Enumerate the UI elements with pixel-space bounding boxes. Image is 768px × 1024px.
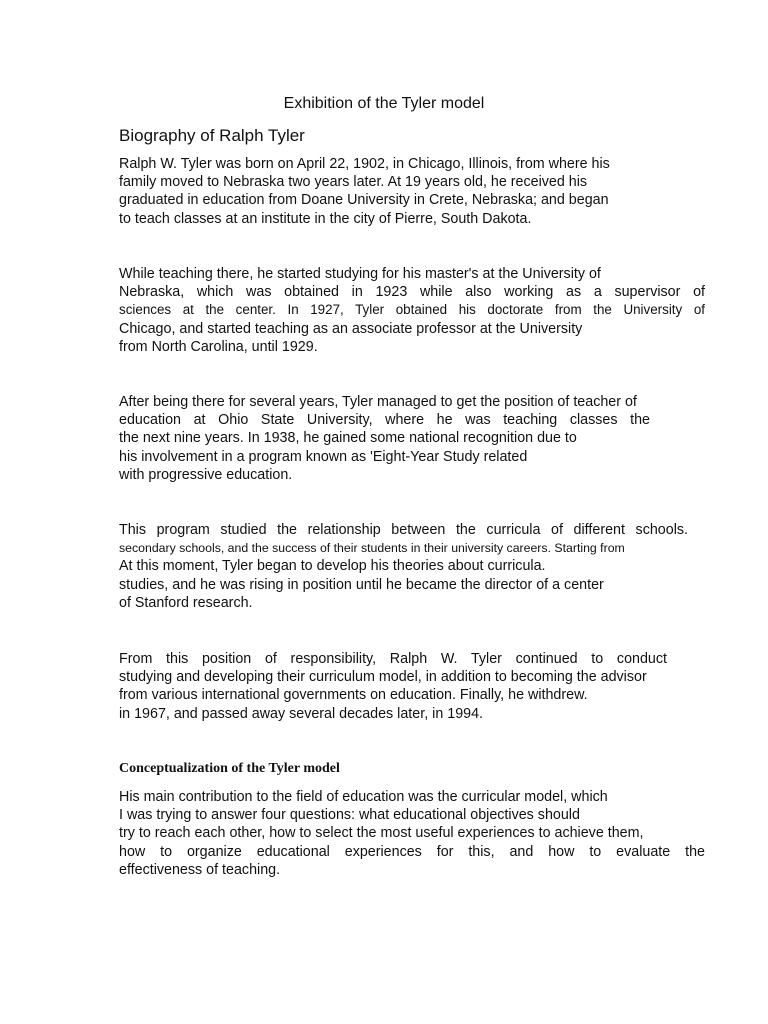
paragraph-line: to teach classes at an institute in the city of Pierre, South Dakota. bbox=[119, 210, 532, 227]
paragraph-line: of Stanford research. bbox=[119, 594, 253, 611]
document-title: Exhibition of the Tyler model bbox=[283, 95, 485, 112]
paragraph-line: in 1967, and passed away several decades later, in 1994. bbox=[119, 705, 484, 722]
paragraph-line: his involvement in a program known as 'Eight-Year Study related bbox=[119, 448, 528, 465]
paragraph-line: family moved to Nebraska two years later. At 19 years old, he received his bbox=[119, 174, 588, 191]
paragraph-line: from North Carolina, until 1929. bbox=[119, 338, 318, 355]
paragraph-program bbox=[119, 521, 705, 612]
paragraph-line: Ralph W. Tyler was born on April 22, 1902, in Chicago, Illinois, from where his bbox=[119, 156, 610, 172]
paragraph-ohio bbox=[119, 393, 705, 484]
paragraph-line: I was trying to answer four questions: what educational objectives should bbox=[119, 807, 580, 824]
paragraph-line: from various international governments on education. Finally, he withdrew. bbox=[119, 687, 588, 704]
paragraph-line: graduated in education from Doane University in Crete, Nebraska; and began bbox=[119, 192, 609, 209]
paragraph-line: From this position of responsibility, Ralph W. Tyler continued to conduct bbox=[119, 651, 667, 667]
biography-heading: Biography of Ralph Tyler bbox=[119, 126, 305, 145]
paragraph-masters bbox=[119, 265, 705, 356]
paragraph-line: After being there for several years, Tyler managed to get the position of teacher of bbox=[119, 394, 637, 410]
paragraph-line: Chicago, and started teaching as an associate professor at the University bbox=[119, 320, 583, 337]
paragraph-line: studying and developing their curriculum model, in addition to becoming the advisor bbox=[119, 669, 647, 686]
paragraph-line: studies, and he was rising in position until he became the director of a center bbox=[119, 576, 604, 593]
paragraph-line: sciences at the center. In 1927, Tyler obtained his doctorate from the University of bbox=[119, 302, 705, 318]
paragraph-line: try to reach each other, how to select the most useful experiences to achieve them, bbox=[119, 825, 644, 842]
paragraph-contribution bbox=[119, 788, 705, 879]
paragraph-line: effectiveness of teaching. bbox=[119, 861, 281, 878]
paragraph-retirement bbox=[119, 650, 705, 723]
paragraph-line: This program studied the relationship between the curricula of different schools. bbox=[119, 522, 688, 538]
paragraph-line: how to organize educational experiences for this, and how to evaluate the bbox=[119, 843, 705, 860]
paragraph-birth bbox=[119, 155, 705, 228]
paragraph-line: with progressive education. bbox=[119, 466, 293, 483]
paragraph-line: While teaching there, he started studying for his master's at the University of bbox=[119, 266, 601, 282]
conceptualization-heading: Conceptualization of the Tyler model bbox=[119, 761, 340, 776]
paragraph-line: the next nine years. In 1938, he gained some national recognition due to bbox=[119, 430, 577, 447]
paragraph-line: secondary schools, and the success of their students in their university careers. Starting from bbox=[119, 541, 625, 556]
paragraph-line: At this moment, Tyler began to develop his theories about curricula. bbox=[119, 558, 546, 575]
paragraph-line: Nebraska, which was obtained in 1923 while also working as a supervisor of bbox=[119, 284, 705, 301]
paragraph-line: education at Ohio State University, where he was teaching classes the bbox=[119, 412, 650, 429]
paragraph-line: His main contribution to the field of education was the curricular model, which bbox=[119, 789, 608, 805]
